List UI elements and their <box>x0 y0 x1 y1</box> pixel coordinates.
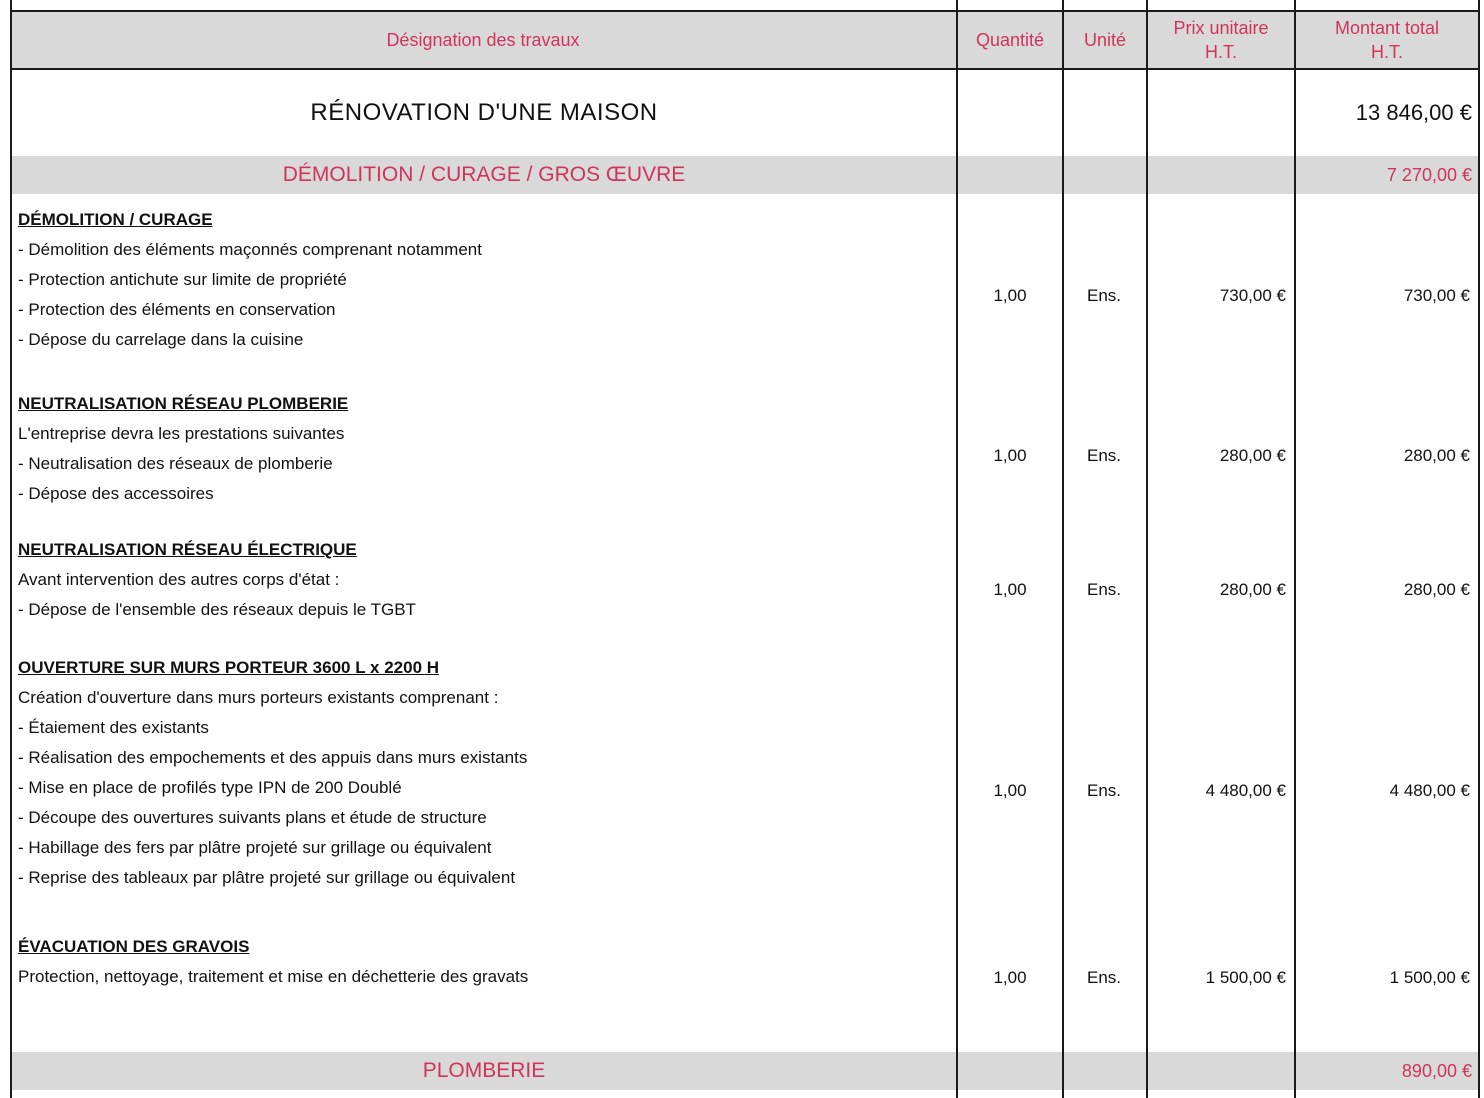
item-line: - Protection antichute sur limite de propriété <box>18 270 347 289</box>
grid-line <box>956 0 958 1098</box>
section-band-plomberie <box>12 1052 1480 1090</box>
item-unite: Ens. <box>1086 446 1122 465</box>
item-line: - Neutralisation des réseaux de plomberie <box>18 454 333 473</box>
item-line: - Habillage des fers par plâtre projeté sur grillage ou équivalent <box>18 838 492 857</box>
section-total: 890,00 € <box>1401 1060 1472 1081</box>
item-montant: 4 480,00 € <box>1389 781 1470 800</box>
header-prix-unitaire <box>1148 12 1294 68</box>
item-unite: Ens. <box>1086 580 1122 599</box>
item-title: DÉMOLITION / CURAGE <box>18 210 213 229</box>
item-title: NEUTRALISATION RÉSEAU ÉLECTRIQUE <box>18 540 357 559</box>
item-prix-unitaire: 4 480,00 € <box>1205 781 1286 800</box>
item-quantite: 1,00 <box>993 580 1027 599</box>
item-unite: Ens. <box>1086 286 1122 305</box>
header-montant-total-line2: H.T. <box>1370 42 1403 62</box>
item-quantite: 1,00 <box>993 781 1027 800</box>
item-montant: 730,00 € <box>1403 286 1470 305</box>
item-prix-unitaire: 730,00 € <box>1219 286 1286 305</box>
item-prix-unitaire: 280,00 € <box>1219 446 1286 465</box>
item-unite: Ens. <box>1086 968 1122 987</box>
section-band-demolition <box>12 156 1480 194</box>
item-line: - Réalisation des empochements et des appuis dans murs existants <box>18 748 528 767</box>
item-quantite: 1,00 <box>993 446 1027 465</box>
item-line: L'entreprise devra les prestations suivantes <box>18 424 345 443</box>
item-montant: 1 500,00 € <box>1389 968 1470 987</box>
item-line: - Étaiement des existants <box>18 718 209 737</box>
item-line: - Démolition des éléments maçonnés comprenant notamment <box>18 240 482 259</box>
item-line: - Reprise des tableaux par plâtre projeté sur grillage ou équivalent <box>18 868 516 887</box>
item-line: Protection, nettoyage, traitement et mise en déchetterie des gravats <box>18 967 529 986</box>
line-item-neutralisation-electrique <box>18 535 948 625</box>
table-header <box>10 10 1480 70</box>
item-title: ÉVACUATION DES GRAVOIS <box>18 937 250 956</box>
line-item-demolition-curage <box>18 205 948 355</box>
grid-line <box>10 0 12 1098</box>
header-montant-total-line1: Montant total <box>1334 18 1440 38</box>
grid-line <box>1062 0 1064 1098</box>
item-line: - Protection des éléments en conservation <box>18 300 336 319</box>
header-montant-total <box>1296 12 1478 68</box>
header-designation: Désignation des travaux <box>386 30 580 50</box>
line-item-neutralisation-plomberie <box>18 389 948 509</box>
item-line: - Découpe des ouvertures suivants plans et étude de structure <box>18 808 487 827</box>
item-line: - Dépose des accessoires <box>18 484 214 503</box>
grid-line <box>1478 0 1480 1098</box>
section-total: 7 270,00 € <box>1386 164 1472 185</box>
header-unite: Unité <box>1083 30 1127 50</box>
item-line: Création d'ouverture dans murs porteurs existants comprenant : <box>18 688 499 707</box>
item-prix-unitaire: 280,00 € <box>1219 580 1286 599</box>
line-item-evacuation-gravois <box>18 932 948 992</box>
section-title: PLOMBERIE <box>422 1059 546 1082</box>
project-total: 13 846,00 € <box>1355 100 1472 125</box>
project-title: RÉNOVATION D'UNE MAISON <box>310 99 658 126</box>
item-title: NEUTRALISATION RÉSEAU PLOMBERIE <box>18 394 349 413</box>
item-quantite: 1,00 <box>993 286 1027 305</box>
item-prix-unitaire: 1 500,00 € <box>1205 968 1286 987</box>
item-unite: Ens. <box>1086 781 1122 800</box>
item-line: - Dépose de l'ensemble des réseaux depuis le TGBT <box>18 600 416 619</box>
header-prix-unitaire-line1: Prix unitaire <box>1173 18 1269 38</box>
item-montant: 280,00 € <box>1403 446 1470 465</box>
line-item-ouverture-murs <box>18 653 948 893</box>
item-line: - Dépose du carrelage dans la cuisine <box>18 330 304 349</box>
item-title: OUVERTURE SUR MURS PORTEUR 3600 L x 2200 H <box>18 658 440 677</box>
grid-line <box>1146 0 1148 1098</box>
item-line: Avant intervention des autres corps d'état : <box>18 570 340 589</box>
item-quantite: 1,00 <box>993 968 1027 987</box>
item-line: - Mise en place de profilés type IPN de 200 Doublé <box>18 778 402 797</box>
header-quantite: Quantité <box>975 30 1045 50</box>
project-title-row <box>12 72 1480 154</box>
section-title: DÉMOLITION / CURAGE / GROS ŒUVRE <box>282 163 686 186</box>
grid-line <box>1294 0 1296 1098</box>
item-montant: 280,00 € <box>1403 580 1470 599</box>
header-prix-unitaire-line2: H.T. <box>1204 42 1237 62</box>
